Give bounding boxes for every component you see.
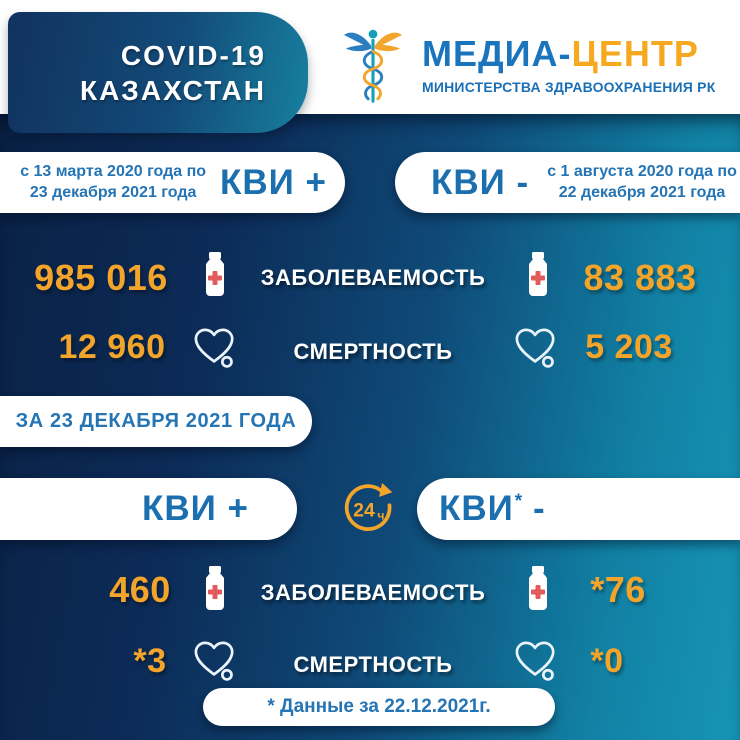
kvi-plus-period-line2: 23 декабря 2021 года <box>29 183 197 201</box>
kvi-minus-period <box>547 162 737 204</box>
daily-kvi-minus-dash: - <box>532 489 546 528</box>
daily-kvi-plus-pill <box>0 478 297 540</box>
daily-kvi-minus-text: КВИ <box>439 489 514 528</box>
cumulative-incidence-label: ЗАБОЛЕВАЕМОСТЬ <box>260 265 486 290</box>
heart-stethoscope-icon <box>192 327 238 369</box>
cumulative-mortality-kvi-plus-value: 12 960 <box>58 328 166 366</box>
cumulative-incidence-kvi-plus-value: 985 016 <box>34 257 168 298</box>
daily-date-text: ЗА 23 ДЕКАБРЯ 2021 ГОДА <box>15 410 297 432</box>
svg-text:24: 24 <box>353 499 375 522</box>
medicine-bottle-icon <box>201 251 229 297</box>
medicine-bottle-icon <box>524 565 552 611</box>
media-center-logo <box>344 22 715 108</box>
heart-stethoscope-icon <box>192 640 238 682</box>
kvi-minus-label: КВИ - <box>431 162 530 202</box>
daily-incidence-label: ЗАБОЛЕВАЕМОСТЬ <box>260 580 486 605</box>
kvi-plus-period-line1: с 13 марта 2020 года по <box>20 162 207 180</box>
cumulative-incidence-kvi-minus-value: 83 883 <box>583 257 697 298</box>
daily-date-pill <box>0 396 312 447</box>
daily-kvi-minus-pill <box>417 478 740 540</box>
medicine-bottle-icon <box>201 565 229 611</box>
svg-text:ч: ч <box>377 508 385 523</box>
daily-mortality-kvi-minus-value: *0 <box>590 642 624 680</box>
daily-mortality-kvi-plus-value: *3 <box>133 642 167 680</box>
footnote-text: * Данные за 22.12.2021г. <box>267 696 491 717</box>
cumulative-mortality-label: СМЕРТНОСТЬ <box>293 339 453 364</box>
logo-title <box>422 33 715 74</box>
kvi-minus-period-pill <box>395 152 740 213</box>
banner-title-line2: КАЗАХСТАН <box>80 74 266 106</box>
footnote-pill <box>203 688 555 726</box>
cumulative-mortality-kvi-minus-value: 5 203 <box>585 328 673 366</box>
daily-incidence-kvi-minus-value: *76 <box>590 569 646 610</box>
kvi-minus-period-line2: 22 декабря 2021 года <box>558 183 726 201</box>
daily-incidence-kvi-plus-value: 460 <box>109 569 171 610</box>
kvi-plus-period-pill <box>0 152 345 213</box>
daily-kvi-minus-asterisk: * <box>514 491 524 512</box>
logo-title-center: ЦЕНТР <box>571 33 699 74</box>
logo-title-media: МЕДИА- <box>422 33 572 74</box>
daily-mortality-label: СМЕРТНОСТЬ <box>293 652 453 677</box>
caduceus-icon <box>344 22 402 108</box>
banner-title-line1: COVID-19 <box>120 39 266 71</box>
daily-kvi-plus-label: КВИ + <box>142 489 249 528</box>
logo-text <box>422 22 715 95</box>
24h-clock-icon <box>340 481 396 537</box>
kvi-plus-label: КВИ + <box>220 162 327 202</box>
kvi-minus-period-line1: с 1 августа 2020 года по <box>547 162 737 180</box>
daily-kvi-minus-label <box>439 489 546 529</box>
logo-subtitle: МИНИСТЕРСТВА ЗДРАВООХРАНЕНИЯ РК <box>422 79 716 95</box>
heart-stethoscope-icon <box>513 327 559 369</box>
medicine-bottle-icon <box>524 251 552 297</box>
header-banner <box>8 12 308 133</box>
kvi-plus-period <box>20 162 206 204</box>
